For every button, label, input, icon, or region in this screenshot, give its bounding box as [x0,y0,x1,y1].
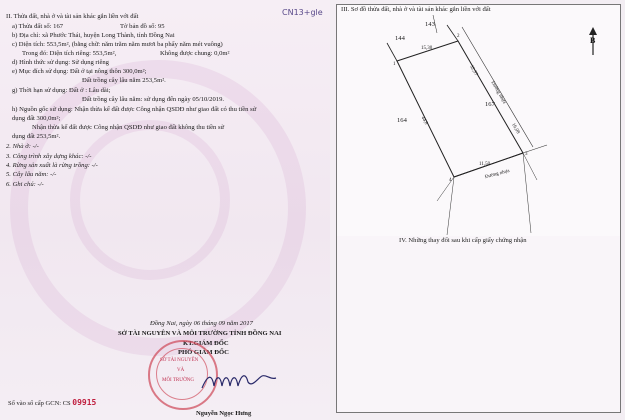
usage-origin-2: dụng đất 300,0m²; [12,115,61,122]
serial-label: Số vào sổ cấp GCN: CS [8,400,71,407]
notes-info: 6. Ghi chú: -/- [6,181,44,188]
dim-right-2: 16,08 [510,122,521,135]
parcel-sketch [337,5,620,237]
issue-place-date: Đồng Nai, ngày 06 tháng 09 năm 2017 [150,320,253,327]
section-4-title: IV. Những thay đổi sau khi cấp giấy chứng nhận [399,237,527,244]
map-sheet-number: Tờ bản đồ số: 95 [120,23,165,30]
parcel-144-label: 144 [395,35,405,42]
seal-text-mid: VÀ [177,368,185,373]
forest-info: 4. Rừng sản xuất là rừng trồng: -/- [6,162,98,169]
usage-origin-4: dụng đất 253,5m². [12,133,61,140]
perennial-info: 5. Cây lâu năm: -/- [6,171,57,178]
parcel-number: a) Thửa đất số: 167 [12,23,64,30]
dim-right: 32,57 [468,64,479,77]
road-label: Đường nhựa [489,80,507,105]
serial-number [8,398,96,407]
north-label: B [590,36,596,45]
dim-top: 15,30 [421,46,433,51]
seal-text-bot: MÔI TRƯỜNG [162,378,194,383]
parcel-address: b) Địa chỉ: xã Phước Thái, huyện Long Thành, tỉnh Đồng Nai [12,32,175,39]
house-info: 2. Nhà ở: -/- [6,143,39,150]
director-title: KT.GIÁM ĐỐC [183,340,229,347]
parcel-143-label: 143 [425,21,435,28]
corner-4: 4 [449,178,452,183]
handwritten-signature [200,368,280,394]
dim-bottom: 11,50 [479,162,491,167]
deputy-title: PHÓ GIÁM ĐỐC [178,349,229,356]
usage-origin: h) Nguồn gốc sử dụng: Nhận thừa kế đất được Công nhận QSDĐ như giao đất có thu tiền sử [12,106,257,113]
section-3-title: III. Sơ đồ thửa đất, nhà ở và tài sản khác gắn liền với đất [341,6,491,13]
area-shared: Không được chung: 0,0m² [160,50,230,57]
usage-term: g) Thời hạn sử dụng: Đất ở : Lâu dài; [12,87,111,94]
usage-form: d) Hình thức sử dụng: Sử dụng riêng [12,59,109,66]
serial-value: 09915 [72,398,97,407]
usage-origin-3: Nhận thừa kế đất được Công nhận QSDĐ như giao đất không thu tiền sử [32,124,225,131]
parcel-164-label: 164 [397,117,407,124]
dim-left: 44,8 [419,115,429,126]
parcel-167-label: 167 [485,101,495,108]
usage-term-2: Đất trồng cây lâu năm: sử dụng đến ngày 05/10/2019. [82,96,225,103]
watermark-ring-inner [70,120,230,280]
corner-2: 2 [457,34,460,39]
section-3-panel [336,4,621,238]
area-private: Trong đó: Diện tích riêng: 553,5m², [22,50,117,57]
section-4-panel [336,236,621,413]
usage-purpose: e) Mục đích sử dụng: Đất ở tại nông thôn 300,0m²; [12,68,147,75]
usage-purpose-2: Đất trồng cây lâu năm 253,5m². [82,77,166,84]
parcel-area: c) Diện tích: 553,5m², (bằng chữ: năm trăm năm mươi ba phẩy năm mét vuông) [12,41,223,48]
road-label-bottom: Đường nhựa [484,168,511,181]
corner-1: 1 [393,62,396,67]
corner-3: 3 [525,152,528,157]
corner-mark: CN13+gle [282,8,323,17]
section-2-title: II. Thửa đất, nhà ở và tài sản khác gắn liền với đất [6,13,139,20]
construction-info: 3. Công trình xây dựng khác: -/- [6,153,92,160]
seal-text-top: SỞ TÀI NGUYÊN [160,358,199,363]
issuing-department: SỞ TÀI NGUYÊN VÀ MÔI TRƯỜNG TỈNH ĐỒNG NAI [118,330,282,337]
signer-name: Nguyễn Ngọc Hưng [196,410,252,417]
